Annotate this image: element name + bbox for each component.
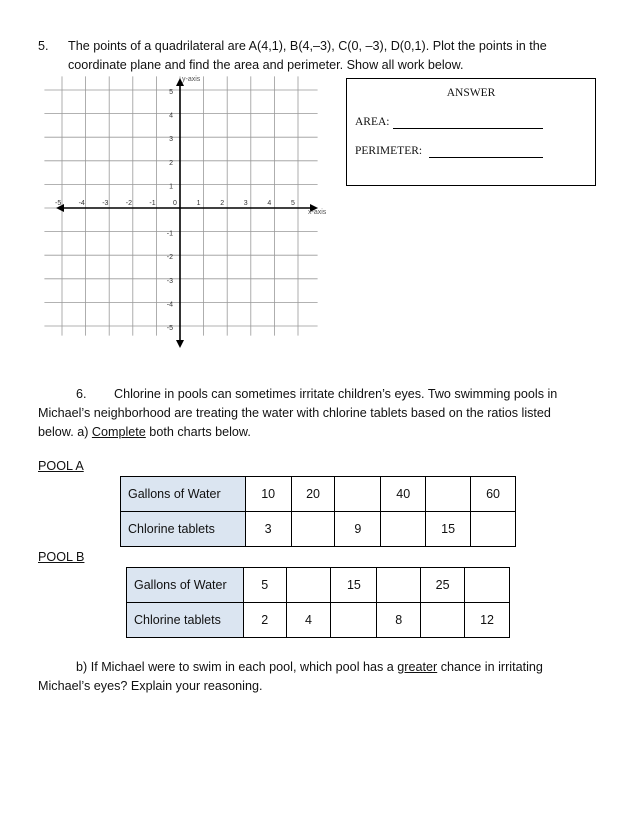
pool-a-gallons-cell-6: 60	[471, 477, 516, 512]
pool-b-gallons-cell-6[interactable]	[465, 568, 510, 603]
y-tick-label: -3	[166, 277, 173, 285]
x-tick-label: -1	[149, 200, 156, 207]
y-tick-label: -1	[166, 230, 173, 238]
pool-b-tablets-cell-5[interactable]	[421, 603, 465, 638]
q6-line3-post: both charts below.	[145, 425, 251, 439]
x-tick-label: 0	[173, 200, 177, 207]
x-tick-label: -5	[55, 200, 62, 207]
x-tick-label: -4	[78, 200, 85, 207]
part-b-line2: Michael’s eyes? Explain your reasoning.	[38, 679, 263, 693]
pool-b-gallons-header: Gallons of Water	[127, 568, 244, 603]
pool-b-tablets-cell-6: 12	[465, 603, 510, 638]
q6-text-line1: Chlorine in pools can sometimes irritate children’s eyes. Two swimming pools in	[114, 387, 558, 401]
pool-a-tablets-cell-4[interactable]	[381, 512, 426, 547]
y-tick-label: 1	[169, 183, 173, 191]
pool-b-gallons-cell-3: 15	[331, 568, 377, 603]
pool-b-tablets-header: Chlorine tablets	[127, 603, 244, 638]
x-tick-label: 5	[291, 200, 295, 207]
q6-text-line2: Michael’s neighborhood are treating the water with chlorine tablets based on the ratios listed	[38, 406, 551, 420]
y-tick-label: 3	[169, 136, 173, 144]
complete-underlined: Complete	[91, 425, 146, 439]
pool-b-tablets-cell-4: 8	[377, 603, 421, 638]
pool-b-table	[126, 567, 510, 638]
perimeter-label: PERIMETER:	[355, 145, 423, 157]
pool-a-gallons-cell-4: 40	[381, 477, 426, 512]
pool-a-gallons-cell-1: 10	[245, 477, 291, 512]
pool-a-tablets-cell-2[interactable]	[291, 512, 335, 547]
pool-b-gallons-cell-5: 25	[421, 568, 465, 603]
answer-box	[346, 78, 596, 186]
y-tick-labels	[167, 89, 173, 332]
pool-a-gallons-header: Gallons of Water	[121, 477, 246, 512]
part-b-line1-post: chance in irritating	[437, 660, 543, 674]
x-axis-label: x-axis	[308, 209, 327, 216]
answer-title: ANSWER	[446, 87, 496, 99]
pool-b-tablets-cell-1: 2	[243, 603, 286, 638]
y-tick-label: -4	[166, 301, 173, 309]
x-tick-label: 2	[220, 200, 225, 207]
part-b-line1-pre: b) If Michael were to swim in each pool, which pool has a	[76, 660, 398, 674]
area-answer-line[interactable]	[393, 128, 543, 129]
pool-a-gallons-cell-2: 20	[291, 477, 335, 512]
pool-b-gallons-cell-1: 5	[243, 568, 286, 603]
pool-a-tablets-cell-1: 3	[245, 512, 291, 547]
q6-number: 6.	[76, 387, 87, 401]
pool-b-gallons-cell-4[interactable]	[377, 568, 421, 603]
q5-text-line1: The points of a quadrilateral are A(4,1), B(4,–3), C(0, –3), D(0,1). Plot the points in the	[68, 39, 547, 53]
y-axis-arrow-down	[176, 340, 184, 348]
y-tick-label: -5	[166, 325, 173, 332]
x-tick-label: -2	[125, 200, 133, 207]
pool-b-tablets-cell-2: 4	[286, 603, 331, 638]
pool-a-table	[120, 476, 516, 547]
y-tick-label: -2	[166, 254, 173, 262]
table-row	[121, 477, 516, 512]
axes	[56, 78, 318, 348]
x-tick-label: 3	[243, 200, 248, 207]
table-row	[127, 603, 510, 638]
grid-lines	[44, 76, 317, 335]
q5-text-line2: coordinate plane and find the area and perimeter. Show all work below.	[68, 58, 464, 72]
pool-a-gallons-cell-5[interactable]	[426, 477, 471, 512]
y-tick-label: 4	[169, 112, 173, 120]
perimeter-answer-line[interactable]	[429, 157, 543, 158]
y-axis-label: y-axis	[182, 76, 201, 83]
pool-a-tablets-header: Chlorine tablets	[121, 512, 246, 547]
x-tick-label: 1	[196, 200, 201, 207]
greater-underlined: greater	[397, 660, 438, 674]
pool-b-gallons-cell-2[interactable]	[286, 568, 331, 603]
x-tick-label: -3	[102, 200, 109, 207]
table-row	[127, 568, 510, 603]
area-label: AREA:	[355, 116, 390, 128]
q5-number: 5.	[38, 39, 49, 53]
pool-a-tablets-cell-3: 9	[335, 512, 381, 547]
x-tick-labels	[55, 200, 295, 207]
pool-b-label: POOL B	[38, 550, 85, 564]
table-row	[121, 512, 516, 547]
pool-a-tablets-cell-5: 15	[426, 512, 471, 547]
pool-a-label: POOL A	[38, 459, 84, 473]
part-b-line1	[76, 658, 543, 677]
coordinate-plane	[40, 72, 350, 352]
y-tick-label: 2	[169, 159, 173, 167]
x-tick-label: 4	[267, 200, 272, 207]
q6-line3-pre: below. a)	[38, 425, 92, 439]
pool-b-tablets-cell-3[interactable]	[331, 603, 377, 638]
pool-a-gallons-cell-3[interactable]	[335, 477, 381, 512]
y-tick-label: 5	[169, 89, 173, 96]
q6-text-line3	[38, 423, 251, 442]
pool-a-tablets-cell-6[interactable]	[471, 512, 516, 547]
